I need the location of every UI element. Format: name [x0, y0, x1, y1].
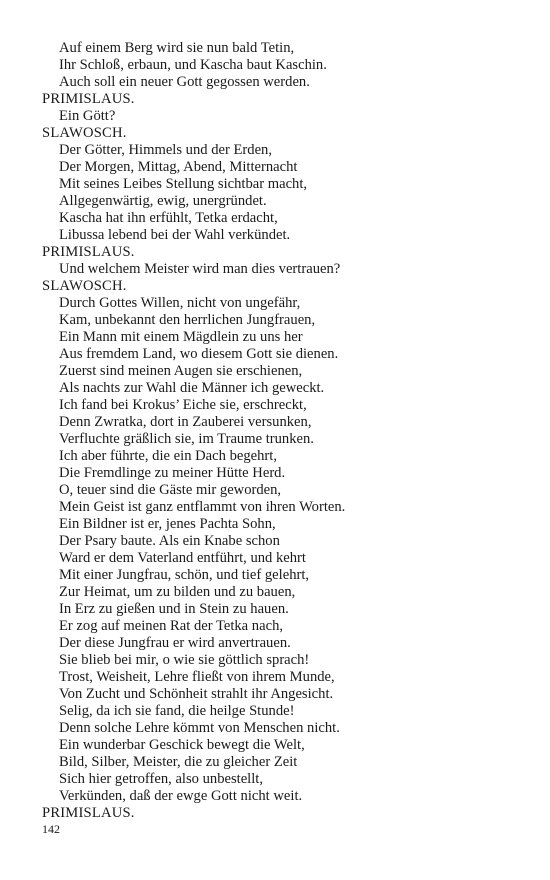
speaker-name: SLAWOSCH.: [42, 278, 127, 294]
verse-line: Durch Gottes Willen, nicht von ungefähr,: [59, 295, 301, 311]
verse-line: Sich hier getroffen, also unbestellt,: [59, 771, 263, 787]
verse-line: Ward er dem Vaterland entführt, und kehrt: [59, 550, 306, 566]
verse-line: Ein Mann mit einem Mägdlein zu uns her: [59, 329, 303, 345]
verse-line: Denn solche Lehre kömmt von Menschen nicht.: [59, 720, 340, 736]
verse-line: Selig, da ich sie fand, die heilge Stunde!: [59, 703, 295, 719]
verse-line: Bild, Silber, Meister, die zu gleicher Zeit: [59, 754, 298, 770]
verse-line: Ich aber führte, die ein Dach begehrt,: [59, 448, 277, 464]
verse-line: Als nachts zur Wahl die Männer ich geweckt.: [59, 380, 325, 396]
verse-line: Der Morgen, Mittag, Abend, Mitternacht: [59, 159, 298, 175]
verse-line: Mit einer Jungfrau, schön, und tief gelehrt,: [59, 567, 310, 583]
speaker-name: SLAWOSCH.: [42, 125, 127, 141]
verse-line: Auch soll ein neuer Gott gegossen werden.: [59, 74, 310, 90]
verse-line: Allgegenwärtig, ewig, unergründet.: [59, 193, 267, 209]
verse-line: Der diese Jungfrau er wird anvertrauen.: [59, 635, 291, 651]
verse-line: In Erz zu gießen und in Stein zu hauen.: [59, 601, 289, 617]
verse-line: Mein Geist ist ganz entflammt von ihren Worten.: [59, 499, 346, 515]
verse-line: Zuerst sind meinen Augen sie erschienen,: [59, 363, 303, 379]
speaker-name: PRIMISLAUS.: [42, 244, 135, 260]
play-text-block: [42, 40, 522, 822]
verse-line: Die Fremdlinge zu meiner Hütte Herd.: [59, 465, 286, 481]
verse-line: Der Psary baute. Als ein Knabe schon: [59, 533, 280, 549]
verse-line: Kascha hat ihn erfühlt, Tetka erdacht,: [59, 210, 278, 226]
verse-line: Zur Heimat, um zu bilden und zu bauen,: [59, 584, 296, 600]
verse-line: Denn Zwratka, dort in Zauberei versunken,: [59, 414, 312, 430]
verse-line: Libussa lebend bei der Wahl verkündet.: [59, 227, 291, 243]
verse-line: O, teuer sind die Gäste mir geworden,: [59, 482, 282, 498]
verse-line: Ich fand bei Krokus’ Eiche sie, erschreckt,: [59, 397, 307, 413]
verse-line: Kam, unbekannt den herrlichen Jungfrauen,: [59, 312, 316, 328]
verse-line: Verkünden, daß der ewge Gott nicht weit.: [59, 788, 303, 804]
speaker-name: PRIMISLAUS.: [42, 805, 135, 821]
verse-line: Ein Gött?: [59, 108, 116, 124]
verse-line: Ein Bildner ist er, jenes Pachta Sohn,: [59, 516, 276, 532]
verse-line: Ihr Schloß, erbaun, und Kascha baut Kaschin.: [59, 57, 327, 73]
verse-line: Sie blieb bei mir, o wie sie göttlich sprach!: [59, 652, 310, 668]
verse-line: Von Zucht und Schönheit strahlt ihr Angesicht.: [59, 686, 334, 702]
verse-line: Aus fremdem Land, wo diesem Gott sie dienen.: [59, 346, 339, 362]
verse-line: Trost, Weisheit, Lehre fließt von ihrem Munde,: [59, 669, 335, 685]
verse-line: Und welchem Meister wird man dies vertrauen?: [59, 261, 341, 277]
speaker-name: PRIMISLAUS.: [42, 91, 135, 107]
verse-line: Ein wunderbar Geschick bewegt die Welt,: [59, 737, 305, 753]
verse-line: Auf einem Berg wird sie nun bald Tetin,: [59, 40, 295, 56]
verse-line: Mit seines Leibes Stellung sichtbar macht,: [59, 176, 308, 192]
verse-line: Er zog auf meinen Rat der Tetka nach,: [59, 618, 284, 634]
page-number: 142: [42, 822, 60, 836]
verse-line: Verfluchte gräßlich sie, im Traume trunken.: [59, 431, 314, 447]
verse-line: Der Götter, Himmels und der Erden,: [59, 142, 272, 158]
